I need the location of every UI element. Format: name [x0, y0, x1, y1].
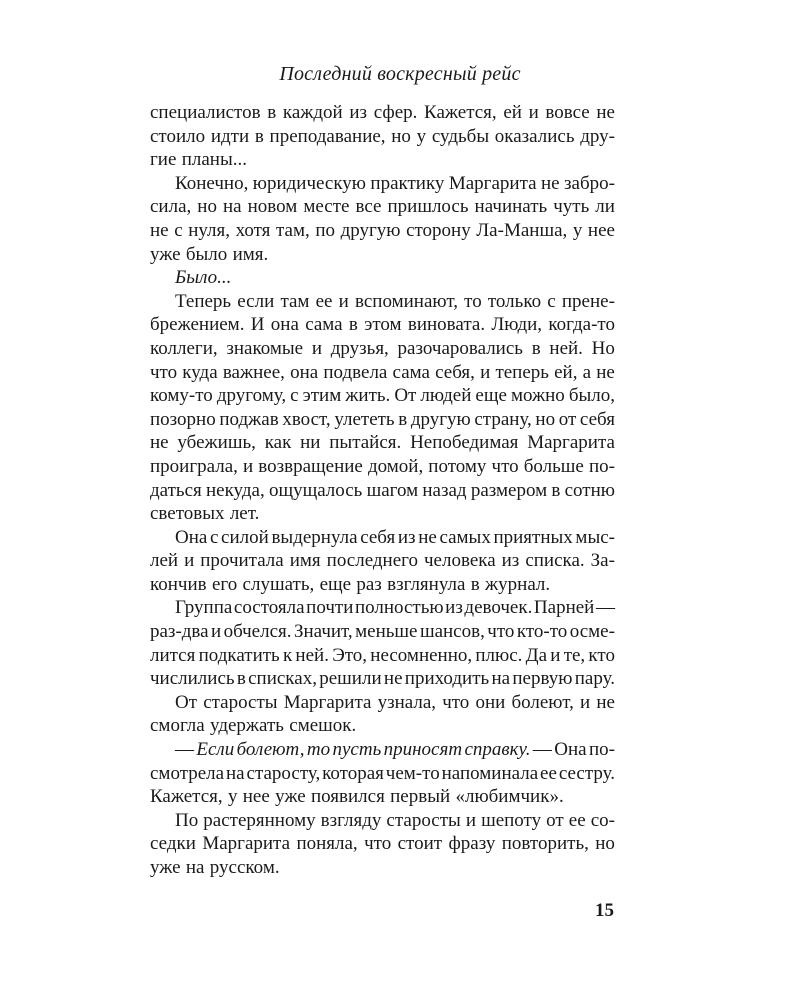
text-line: гие планы...	[150, 149, 247, 171]
text-line: смогла удержать смешок.	[150, 715, 357, 737]
text-line: даться некуда, ощущалось шагом назад размером в сотню	[150, 479, 615, 501]
text-line: раз-два и обчелся. Значит, меньше шансов, что кто-то осме-	[150, 621, 615, 643]
text-line: стоило идти в преподавание, но у судьбы оказались дру-	[150, 125, 615, 147]
text-line: не с нуля, хотя там, по другую сторону Ла-Манша, у нее	[150, 219, 615, 241]
text-line: уже на русском.	[150, 857, 280, 878]
text-line: уже было имя.	[150, 243, 269, 265]
text-line: проиграла, и возвращение домой, потому что больше по-	[150, 455, 615, 477]
text-line: седки Маргарита поняла, что стоит фразу повторить, но	[150, 833, 615, 855]
text-line: коллеги, знакомые и друзья, разочаровались в ней. Но	[150, 337, 615, 359]
text-line: Группа состояла почти полностью из девочек. Парней —	[175, 597, 615, 619]
text-line: позорно поджав хвост, улететь в другую страну, но от себя	[150, 408, 615, 430]
text-line: специалистов в каждой из сфер. Кажется, ей и вовсе не	[150, 102, 615, 123]
text-line: Она с силой выдернула себя из не самых приятных мыс-	[175, 526, 615, 548]
body-text	[150, 101, 615, 880]
text-line: От старосты Маргарита узнала, что они болеют, и не	[175, 691, 615, 713]
text-line: числились в списках, решили не приходить на первую пару.	[150, 668, 615, 690]
text-line: Конечно, юридическую практику Маргарита не забро-	[175, 172, 615, 194]
text-line: смотрела на старосту, которая чем-то напоминала ее сестру.	[150, 762, 615, 784]
text-line: Теперь если там ее и вспоминают, то только с прене-	[175, 290, 615, 312]
page-number: 15	[595, 900, 614, 921]
text-line: кому-то другому, с этим жить. От людей еще можно было,	[150, 385, 615, 407]
running-head: Последний воскресный рейс	[279, 63, 521, 85]
text-line: — Если болеют, то пусть приносят справку. — Она по-	[175, 739, 615, 761]
text-line: Кажется, у нее уже появился первый «любимчик».	[150, 786, 564, 808]
text-line: кончив его слушать, еще раз взглянула в журнал.	[150, 573, 551, 595]
text-line: сила, но на новом месте все пришлось начинать чуть ли	[150, 196, 615, 218]
text-line: Было...	[175, 267, 232, 289]
text-line: лится подкатить к ней. Это, несомненно, плюс. Да и те, кто	[150, 644, 615, 666]
text-line: не убежишь, как ни пытайся. Непобедимая Маргарита	[150, 432, 615, 454]
text-line: что куда важнее, она подвела сама себя, и теперь ей, а не	[150, 361, 615, 383]
text-line: световых лет.	[150, 503, 260, 525]
text-line: брежением. И она сама в этом виновата. Люди, когда-то	[150, 314, 615, 336]
text-line: лей и прочитала имя последнего человека из списка. За-	[150, 550, 615, 572]
text-line: По растерянному взгляду старосты и шепоту от ее со-	[175, 809, 615, 831]
